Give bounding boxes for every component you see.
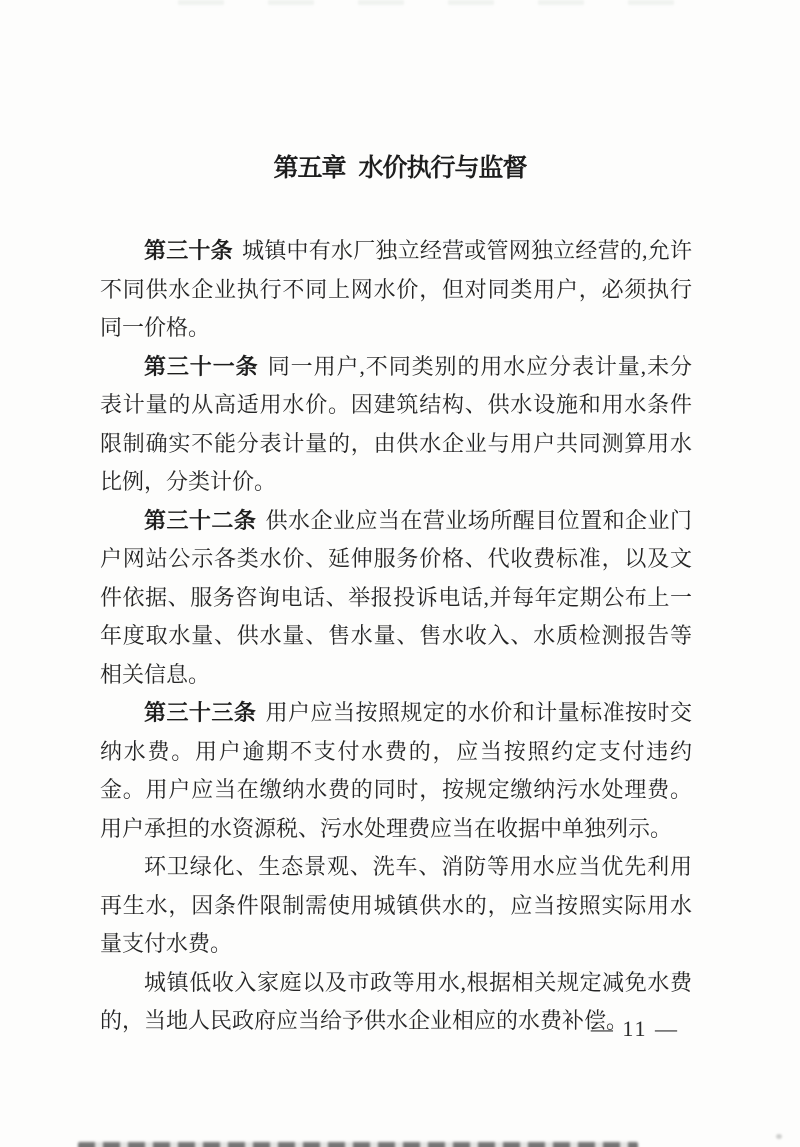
paragraph-text: 城镇中有水厂独立经营或管网独立经营的,允许不同供水企业执行不同上网水价，但对同类用户，必须执行同一价格。 bbox=[100, 238, 692, 340]
article-number: 第三十三条 bbox=[144, 700, 257, 725]
paragraph-text: 用户应当按照规定的水价和计量标准按时交纳水费。用户逾期不支付水费的，应当按照约定支付违约金。用户应当在缴纳水费的同时，按规定缴纳污水处理费。用户承担的水资源税、污水处理费应当在收据中单独列示。 bbox=[100, 700, 692, 841]
paragraph bbox=[100, 694, 692, 848]
article-number: 第三十二条 bbox=[144, 507, 257, 533]
scan-artifact-top bbox=[178, 0, 708, 5]
paragraph-text: 环卫绿化、生态景观、洗车、消防等用水应当优先利用再生水，因条件限制需使用城镇供水的，应当按照实际用水量支付水费。 bbox=[100, 854, 692, 956]
paragraph bbox=[100, 502, 692, 695]
scan-artifact-dot bbox=[776, 1134, 782, 1139]
paragraph bbox=[100, 232, 692, 348]
page-number: — 11 — bbox=[590, 1016, 679, 1041]
paragraph-text: 供水企业应当在营业场所醒目位置和企业门户网站公示各类水价、延伸服务价格、代收费标准，以及文件依据、服务咨询电话、举报投诉电话,并每年定期公布上一年度取水量、供水量、售水量、售水收入、水质检测报告等相关信息。 bbox=[100, 507, 692, 687]
article-number: 第三十一条 bbox=[144, 353, 259, 379]
paragraph bbox=[100, 348, 692, 502]
article-number: 第三十条 bbox=[144, 238, 233, 263]
document-body bbox=[100, 232, 692, 1041]
chapter-title: 第五章 水价执行与监督 bbox=[273, 154, 527, 182]
scan-artifact-bottom bbox=[78, 1142, 638, 1147]
paragraph-text: 城镇低收入家庭以及市政等用水,根据相关规定减免水费的，当地人民政府应当给予供水企业相应的水费补偿。 bbox=[100, 969, 692, 1033]
paragraph-text: 同一用户,不同类别的用水应分表计量,未分表计量的从高适用水价。因建筑结构、供水设施和用水条件限制确实不能分表计量的，由供水企业与用户共同测算用水比例，分类计价。 bbox=[100, 353, 692, 494]
paragraph bbox=[100, 848, 692, 964]
